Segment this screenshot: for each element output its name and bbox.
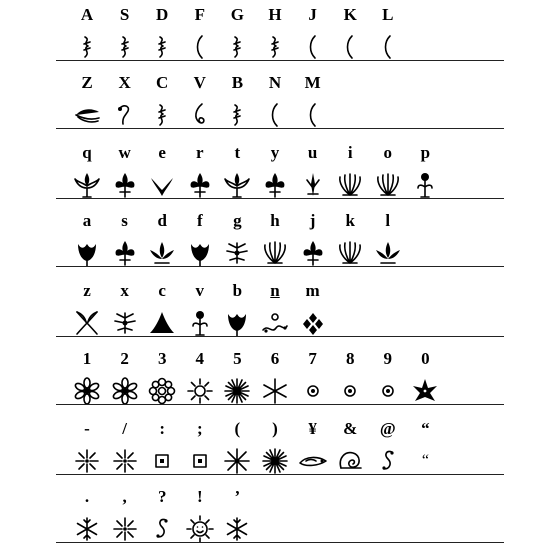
- dot-ring-icon: [294, 376, 332, 406]
- starburst-icon: [218, 376, 256, 406]
- key-label: 1: [82, 349, 92, 368]
- key-label: c: [158, 281, 166, 300]
- row-divider: [56, 266, 504, 267]
- key-label: J: [308, 5, 317, 24]
- key-label: -: [84, 419, 90, 438]
- sun-face-icon: [181, 514, 219, 544]
- key-label: ¥: [308, 419, 317, 438]
- key-label: @: [379, 419, 396, 438]
- crown-leaf-icon: [143, 170, 181, 200]
- key-label: ’: [234, 487, 241, 506]
- key-label: “: [421, 419, 430, 438]
- snowflake-icon: [68, 514, 106, 544]
- key-label: n: [270, 281, 280, 300]
- specimen-row: [56, 280, 504, 340]
- row-divider: [56, 542, 504, 543]
- key-label: t: [234, 143, 241, 162]
- paren-icon: [294, 32, 332, 62]
- flower-8-icon: [143, 376, 181, 406]
- key-label: M: [304, 73, 321, 92]
- key-label: p: [420, 143, 431, 162]
- specimen-row: [56, 210, 504, 270]
- curl-bracket-icon: [218, 32, 256, 62]
- key-label: ,: [122, 487, 127, 506]
- key-label: s: [121, 211, 128, 230]
- key-label: u: [307, 143, 318, 162]
- paren-icon: [181, 32, 219, 62]
- specimen-row: [56, 4, 504, 64]
- flower-6-icon: [106, 376, 144, 406]
- specimen-row: [56, 486, 504, 546]
- specimen-row: [56, 418, 504, 478]
- key-label: ;: [196, 419, 203, 438]
- key-label: v: [195, 281, 205, 300]
- key-label: j: [309, 211, 316, 230]
- fan-icon: [331, 170, 369, 200]
- s-scroll-icon: [369, 446, 407, 476]
- fleur-icon: [181, 170, 219, 200]
- key-label: .: [84, 487, 90, 506]
- row-divider: [56, 60, 504, 61]
- vine-icon: [256, 308, 294, 338]
- star-x-icon: [218, 446, 256, 476]
- lily-icon: [68, 170, 106, 200]
- key-label: w: [118, 143, 131, 162]
- tulip-icon: [68, 238, 106, 268]
- key-label: ?: [157, 487, 167, 506]
- lily-icon: [218, 170, 256, 200]
- palmette-icon: [218, 238, 256, 268]
- key-label: 6: [270, 349, 280, 368]
- snowflake-icon: [218, 514, 256, 544]
- dot-ring-icon: [369, 376, 407, 406]
- square-dot-icon: [181, 446, 219, 476]
- key-label: h: [270, 211, 280, 230]
- fleur-icon: [294, 238, 332, 268]
- key-label: i: [347, 143, 353, 162]
- key-label: B: [231, 73, 244, 92]
- specimen-row: [56, 348, 504, 408]
- palmette-icon: [106, 308, 144, 338]
- key-label: 8: [345, 349, 355, 368]
- stem-flower-icon: [181, 308, 219, 338]
- key-label: q: [82, 143, 92, 162]
- tulip-icon: [181, 238, 219, 268]
- paren-icon: [294, 100, 332, 130]
- key-label: ): [272, 419, 278, 438]
- key-label: g: [233, 211, 242, 230]
- spiral-icon: [331, 446, 369, 476]
- paren-icon: [331, 32, 369, 62]
- tent-leaf-icon: [143, 308, 181, 338]
- s-scroll-icon: [143, 514, 181, 544]
- curl-bracket-icon: [68, 32, 106, 62]
- curl-bracket-icon: [143, 32, 181, 62]
- key-label: K: [343, 5, 357, 24]
- key-label: F: [194, 5, 205, 24]
- cluster-icon: [294, 308, 332, 338]
- key-label: a: [82, 211, 92, 230]
- starburst-icon: [256, 446, 294, 476]
- fleur-icon: [106, 170, 144, 200]
- tulip-icon: [218, 308, 256, 338]
- key-label: S: [119, 5, 130, 24]
- key-label: o: [383, 143, 393, 162]
- lotus-icon: [143, 238, 181, 268]
- key-label: z: [83, 281, 91, 300]
- sunburst-icon: [181, 376, 219, 406]
- flower-star-icon: [406, 376, 444, 406]
- key-label: C: [156, 73, 169, 92]
- key-label: l: [385, 211, 391, 230]
- key-label: A: [80, 5, 94, 24]
- spike-icon: [294, 170, 332, 200]
- key-label: r: [196, 143, 204, 162]
- key-label: /: [122, 419, 127, 438]
- curl-bracket-icon: [256, 32, 294, 62]
- spark-icon: [106, 446, 144, 476]
- key-label: e: [158, 143, 166, 162]
- key-label: m: [305, 281, 320, 300]
- key-label: :: [159, 419, 166, 438]
- key-label: 4: [195, 349, 205, 368]
- fleur-icon: [256, 170, 294, 200]
- hook-icon: [106, 100, 144, 130]
- row-divider: [56, 198, 504, 199]
- specimen-row: [56, 72, 504, 132]
- stem-flower-icon: [406, 170, 444, 200]
- spark-icon: [106, 514, 144, 544]
- crossed-leaf-icon: [68, 308, 106, 338]
- row-divider: [56, 474, 504, 475]
- fan-icon: [256, 238, 294, 268]
- lotus-icon: [369, 238, 407, 268]
- specimen-row: [56, 142, 504, 202]
- paren-icon: [256, 100, 294, 130]
- key-label: V: [193, 73, 206, 92]
- key-label: D: [156, 5, 169, 24]
- key-label: (: [234, 419, 241, 438]
- flower-6-icon: [68, 376, 106, 406]
- row-divider: [56, 404, 504, 405]
- key-label: N: [268, 73, 282, 92]
- leaf-scroll-icon: [68, 100, 106, 130]
- key-label: k: [345, 211, 355, 230]
- key-label: 0: [421, 349, 430, 368]
- fleur-icon: [106, 238, 144, 268]
- swirl-icon: [181, 100, 219, 130]
- key-label: x: [120, 281, 129, 300]
- dot-ring-icon: [331, 376, 369, 406]
- key-label: 9: [383, 349, 393, 368]
- asterisk-icon: [256, 376, 294, 406]
- key-label: G: [230, 5, 244, 24]
- key-label: b: [232, 281, 243, 300]
- paren-icon: [369, 32, 407, 62]
- key-label: &: [343, 419, 358, 438]
- spark-icon: [68, 446, 106, 476]
- fan-icon: [369, 170, 407, 200]
- row-divider: [56, 336, 504, 337]
- curl-bracket-icon: [143, 100, 181, 130]
- key-label: 3: [157, 349, 167, 368]
- key-label: L: [382, 5, 394, 24]
- key-label: !: [196, 487, 203, 506]
- fan-icon: [331, 238, 369, 268]
- key-label: 5: [233, 349, 242, 368]
- key-label: Z: [81, 73, 93, 92]
- key-label: 2: [120, 349, 129, 368]
- key-label: y: [270, 143, 280, 162]
- square-dot-icon: [143, 446, 181, 476]
- key-label: 7: [308, 349, 317, 368]
- key-label: H: [268, 5, 282, 24]
- curl-bracket-icon: [218, 100, 256, 130]
- fish-scroll-icon: [294, 446, 332, 476]
- key-label: d: [157, 211, 167, 230]
- key-label: f: [196, 211, 203, 230]
- curl-bracket-icon: [106, 32, 144, 62]
- quote-glyph: “: [421, 452, 429, 469]
- row-divider: [56, 128, 504, 129]
- key-label: X: [118, 73, 131, 92]
